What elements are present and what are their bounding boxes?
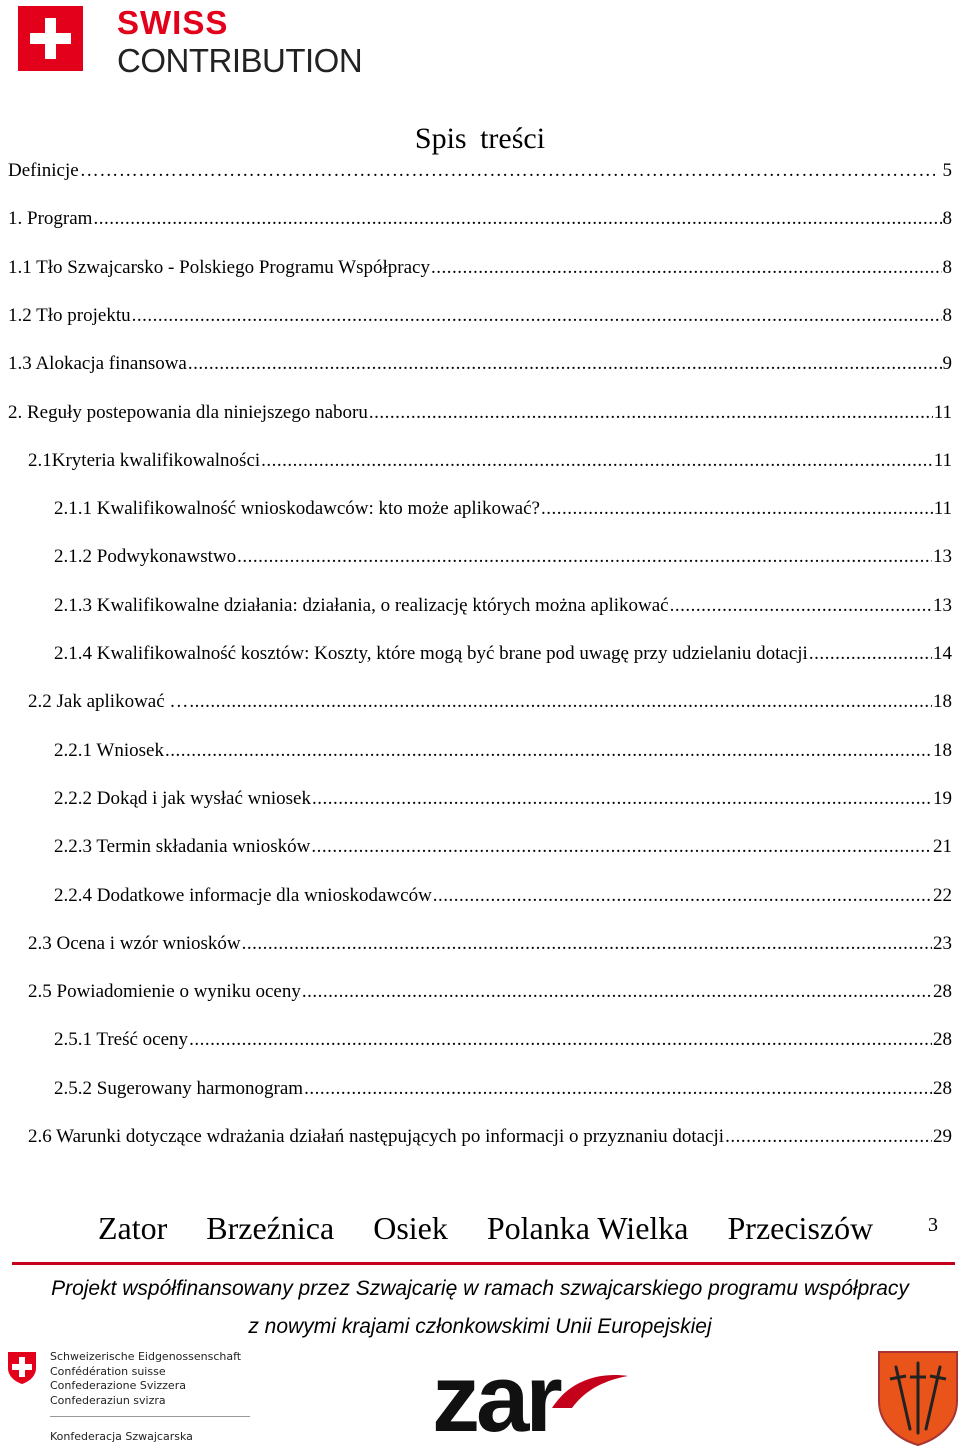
- toc-entry-title: 2.1.4 Kwalifikowalność kosztów: Koszty, które mogą być brane pod uwagę przy udzielaniu dotacji: [54, 643, 808, 664]
- toc-entry-page: 19: [933, 787, 952, 809]
- toc-leader-dots: [433, 872, 932, 920]
- cofinancing-note-line1: Projekt współfinansowany przez Szwajcarię w ramach szwajcarskiego programu współpracy: [51, 1277, 909, 1300]
- toc-entry-title: 2. Reguły postepowania dla niniejszego naboru: [8, 401, 368, 423]
- toc-leader-dots: [132, 292, 942, 340]
- toc-entry[interactable]: [28, 1113, 952, 1161]
- toc-entry-title: 2.1.3 Kwalifikowalne działania: działania, o realizację których można aplikować: [54, 594, 669, 616]
- toc-entry-title: 2.5.1 Treść oceny: [54, 1029, 189, 1051]
- toc-leader-dots: [369, 389, 933, 437]
- toc-entry-page: 11: [933, 449, 952, 471]
- toc-entry[interactable]: [54, 1065, 952, 1113]
- zar-logo: [432, 1345, 632, 1452]
- toc-entry[interactable]: [54, 630, 952, 678]
- toc-leader-dots: [261, 437, 933, 485]
- toc-entry-page: 22: [933, 884, 952, 906]
- town-name: Osiek: [373, 1210, 448, 1246]
- toc-entry-title: 2.6 Warunki dotyczące wdrażania działań następujących po informacji o przyznaniu dotacji: [28, 1126, 725, 1147]
- toc-entry-title: 2.1.1 Kwalifikowalność wnioskodawców: kto może aplikować?: [54, 498, 540, 520]
- town-name: Zator: [98, 1210, 168, 1246]
- toc-entry[interactable]: [8, 292, 952, 340]
- swiss-flag-icon: [18, 6, 83, 71]
- toc-entry[interactable]: [8, 195, 952, 243]
- toc-entry-title: 2.3 Ocena i wzór wniosków: [28, 932, 241, 954]
- confederation-name-rm: Confederaziun svizra: [50, 1393, 166, 1407]
- swiss-contribution-logo: [18, 4, 363, 79]
- page-title: Spis treści: [414, 122, 546, 155]
- toc-leader-dots: [311, 823, 932, 871]
- toc-entry-page: 5: [942, 160, 952, 181]
- toc-entry[interactable]: [54, 872, 952, 920]
- town-name: Polanka Wielka: [486, 1210, 689, 1246]
- toc-entry-page: 28: [933, 1077, 952, 1099]
- town-name: Przeciszów: [727, 1210, 874, 1246]
- toc-leader-dots: [725, 1113, 932, 1161]
- toc-entry[interactable]: [28, 678, 952, 726]
- toc-entry[interactable]: [54, 775, 952, 823]
- toc-entry-page: 11: [933, 401, 952, 423]
- toc-leader-dots: [302, 968, 932, 1016]
- toc-entry-title: 1.2 Tło projektu: [8, 304, 131, 326]
- toc-entry-title: 2.5.2 Sugerowany harmonogram: [54, 1077, 304, 1099]
- toc-entry-title: 2.2.2 Dokąd i jak wysłać wniosek: [54, 787, 311, 809]
- toc-entry-page: 18: [933, 739, 952, 761]
- toc-entry[interactable]: [54, 533, 952, 581]
- toc-leader-dots: [189, 678, 932, 726]
- toc-entry[interactable]: [8, 389, 952, 437]
- toc-leader-dots: [80, 147, 935, 195]
- toc-entry[interactable]: [54, 1016, 952, 1064]
- toc-entry-title: Definicje: [8, 160, 79, 181]
- toc-entry[interactable]: [8, 147, 952, 195]
- toc-entry[interactable]: [28, 437, 952, 485]
- swiss-shield-icon: [6, 1350, 38, 1386]
- toc-entry-title: 2.1.2 Podwykonawstwo: [54, 546, 237, 568]
- toc-leader-dots: [237, 533, 932, 581]
- toc-entry[interactable]: [28, 920, 952, 968]
- toc-entry-page: 13: [933, 594, 952, 616]
- confederation-name-fr: Confédération suisse: [50, 1364, 166, 1378]
- toc-leader-dots: [188, 340, 942, 388]
- toc-entry-title: 2.1Kryteria kwalifikowalności: [28, 449, 261, 471]
- toc-entry[interactable]: [28, 968, 952, 1016]
- footer-divider: [12, 1262, 955, 1265]
- toc-leader-dots: [304, 1065, 932, 1113]
- toc-entry-page: 29: [933, 1126, 952, 1147]
- confederation-name-pl: Konfederacja Szwajcarska: [50, 1430, 193, 1443]
- toc-entry-page: 8: [942, 256, 952, 278]
- toc-entry-title: 2.2.1 Wniosek: [54, 739, 164, 761]
- page-number: 3: [928, 1214, 938, 1236]
- toc-leader-dots: [809, 630, 932, 678]
- toc-entry-page: 23: [933, 932, 952, 954]
- toc-leader-dots: [670, 582, 932, 630]
- toc-entry[interactable]: [8, 340, 952, 388]
- coat-of-arms-icon: [876, 1349, 960, 1447]
- toc-entry[interactable]: [54, 727, 952, 775]
- toc-entry-page: 13: [933, 546, 952, 568]
- toc-entry-page: 28: [933, 1029, 952, 1051]
- toc-leader-dots: [431, 244, 942, 292]
- toc-leader-dots: [189, 1016, 932, 1064]
- toc-entry-page: 11: [933, 498, 952, 520]
- toc-entry-page: 14: [933, 643, 952, 664]
- toc-leader-dots: [93, 195, 941, 243]
- toc-entry-page: 8: [942, 208, 952, 230]
- toc-entry[interactable]: [54, 823, 952, 871]
- toc-entry[interactable]: [54, 485, 952, 533]
- towns-list: [98, 1210, 912, 1247]
- swiss-confederation-logo: [6, 1350, 266, 1445]
- toc-entry-page: 21: [933, 836, 952, 858]
- confederation-divider: [50, 1416, 250, 1417]
- logo-text-contribution: CONTRIBUTION: [117, 42, 363, 79]
- toc-entry-title: 1.3 Alokacja finansowa: [8, 353, 187, 375]
- logo-text-swiss: SWISS: [117, 4, 229, 41]
- toc-entry-page: 28: [933, 981, 952, 1003]
- toc-entry-page: 8: [942, 304, 952, 326]
- confederation-name-de: Schweizerische Eidgenossenschaft: [50, 1350, 242, 1363]
- toc-entry-page: 18: [933, 691, 952, 713]
- confederation-name-it: Confederazione Svizzera: [50, 1379, 186, 1392]
- confederation-names: [50, 1350, 241, 1408]
- toc-leader-dots: [312, 775, 932, 823]
- toc-entry-title: 2.2.4 Dodatkowe informacje dla wnioskodawców: [54, 884, 432, 906]
- toc-entry-title: 2.2.3 Termin składania wniosków: [54, 836, 311, 858]
- zar-logo-text: zar: [432, 1345, 559, 1452]
- toc-leader-dots: [242, 920, 932, 968]
- zar-swoosh-icon: [550, 1370, 630, 1410]
- toc-entry-title: 1. Program: [8, 208, 93, 230]
- toc-entry-title: 1.1 Tło Szwajcarsko - Polskiego Programu Współpracy: [8, 256, 430, 278]
- toc-entry-title: 2.5 Powiadomienie o wyniku oceny: [28, 981, 301, 1003]
- toc-leader-dots: [165, 727, 932, 775]
- toc-leader-dots: [541, 485, 933, 533]
- cofinancing-note-line2: z nowymi krajami członkowskimi Unii Europejskiej: [248, 1315, 712, 1338]
- toc-entry-title: 2.2 Jak aplikować …: [28, 691, 189, 713]
- toc-entry[interactable]: [8, 244, 952, 292]
- toc-entry[interactable]: [54, 582, 952, 630]
- toc-entry-page: 9: [942, 353, 952, 375]
- town-name: Brzeźnica: [206, 1210, 335, 1246]
